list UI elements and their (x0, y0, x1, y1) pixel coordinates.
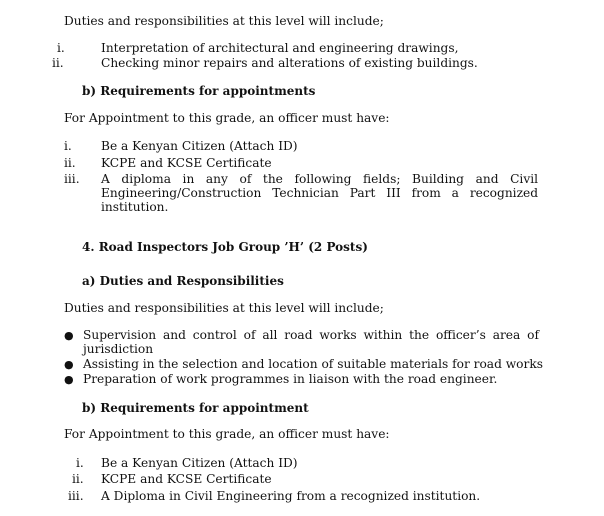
duties-intro: Duties and responsibilities at this level will include; (64, 301, 384, 315)
requirements-intro: For Appointment to this grade, an officer must have: (64, 111, 390, 125)
requirement-item: Be a Kenyan Citizen (Attach ID) (101, 456, 298, 470)
requirement-item-line: institution. (101, 200, 169, 214)
requirement-num: iii. (64, 172, 80, 186)
requirements-intro: For Appointment to this grade, an officer must have: (64, 427, 390, 441)
bullet-icon: ● (64, 358, 74, 371)
duty-bullet-line: Supervision and control of all road works within the officer’s area of (83, 328, 539, 342)
cut-off-heading (64, 0, 68, 5)
requirement-num: ii. (64, 156, 76, 170)
duties-intro: Duties and responsibilities at this level will include; (64, 14, 384, 28)
requirements-heading: b) Requirements for appointment (82, 401, 309, 415)
duty-num: i. (57, 41, 65, 55)
requirement-num: i. (76, 456, 84, 470)
duty-item: Interpretation of architectural and engineering drawings, (101, 41, 459, 55)
duty-bullet-line: jurisdiction (83, 342, 154, 356)
requirement-item-line: Engineering/Construction Technician Part III from a recognized (101, 186, 538, 200)
bullet-icon: ● (64, 373, 74, 386)
bullet-icon: ● (64, 329, 74, 342)
duty-item: Checking minor repairs and alterations of existing buildings. (101, 56, 478, 70)
duty-num: ii. (52, 56, 64, 70)
requirement-item: KCPE and KCSE Certificate (101, 156, 272, 170)
requirement-item-line: A diploma in any of the following fields; Building and Civil (101, 172, 538, 186)
duties-heading: a) Duties and Responsibilities (82, 274, 284, 288)
requirement-num: i. (64, 139, 72, 153)
requirement-item: A Diploma in Civil Engineering from a recognized institution. (101, 489, 481, 503)
duty-bullet-line: Assisting in the selection and location of suitable materials for road works (83, 357, 543, 371)
requirement-item: Be a Kenyan Citizen (Attach ID) (101, 139, 298, 153)
requirement-item: KCPE and KCSE Certificate (101, 472, 272, 486)
requirement-num: iii. (68, 489, 84, 503)
requirement-num: ii. (72, 472, 84, 486)
duty-bullet-line: Preparation of work programmes in liaison with the road engineer. (83, 372, 498, 386)
section-title: 4. Road Inspectors Job Group ’H’ (2 Posts) (82, 240, 368, 254)
requirements-heading: b) Requirements for appointments (82, 84, 316, 98)
